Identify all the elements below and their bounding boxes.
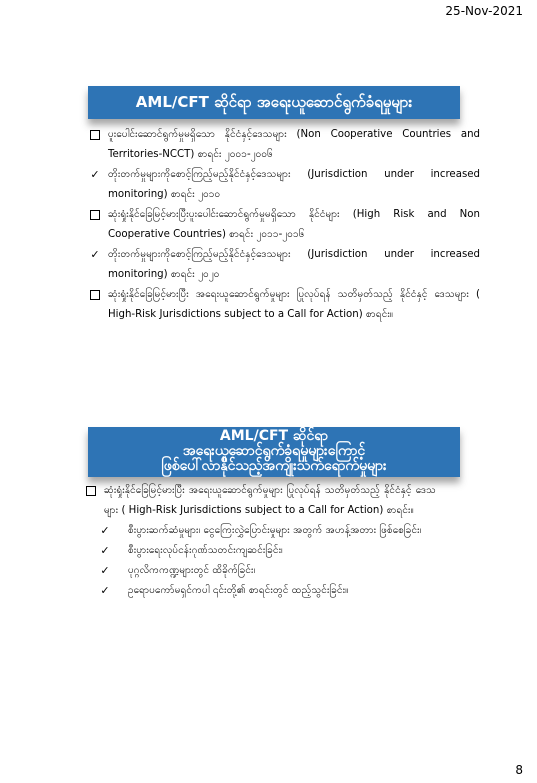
slide-title-line: AML/CFT ဆိုင်ရာ	[219, 428, 329, 444]
square-bullet-icon	[86, 486, 96, 496]
sub-list-item	[84, 541, 436, 561]
list-item-text: ဆုံးရှုံးနိုင်ခြေမြင့်မားပြီး အရေးယူဆောင်ရွက်မှုများ ပြုလုပ်ရန် သတိမှတ်သည့် နိုင်ငံနှင့် ဒေသများ ( High-Risk Jurisdictions subject to a Call for Action) စာရင်း။	[108, 289, 480, 320]
slide-title-banner	[88, 427, 460, 477]
square-bullet-icon	[90, 130, 100, 140]
list-item	[88, 125, 480, 165]
slide-title-line: ဖြစ်ပေါ်လာနိုင်သည့်အကျိုးသက်ရောက်မှုများ	[161, 458, 387, 474]
checkmark-icon: ✓	[100, 524, 110, 537]
slide-title-line: အရေးယူဆောင်ရွက်ခံရမှုများကြောင့်	[182, 443, 366, 459]
sub-list-item-text: စီးပွားဆက်ဆံမှုများ၊ ငွေကြေးလွှဲပြောင်းမှုများ အတွက် အဟန့်အတား ဖြစ်စေခြင်း၊	[128, 525, 422, 536]
sub-list-item	[84, 521, 436, 541]
list-item	[84, 481, 436, 521]
page-number: 8	[515, 763, 523, 777]
list-item	[88, 205, 480, 245]
checkmark-icon: ✓	[100, 564, 110, 577]
square-bullet-icon	[90, 210, 100, 220]
list-item-text: တိုးတက်မှုများကိုစောင့်ကြည့်မည့်နိုင်ငံနှင့်ဒေသများ (Jurisdiction under increased monitoring) စာရင်း ၂၀၁၀	[108, 169, 480, 200]
sub-list-item-text: ဥရောပကော်မရှင်ကပါ ၎င်းတို့၏ စာရင်းတွင် ထည့်သွင်းခြင်း။	[128, 585, 349, 596]
slide-sub-list	[84, 521, 436, 601]
sub-list-item-text: ပုဂ္ဂလိကကဏ္ဍများတွင် ထိခိုက်ခြင်း၊	[128, 565, 256, 576]
sub-list-item-text: စီးပွားရေးလုပ်ငန်းဂုဏ်သတင်းကျဆင်းခြင်း၊	[128, 545, 283, 556]
list-item	[88, 165, 480, 205]
slide-bullet-list	[88, 125, 480, 325]
list-item-text: ဆုံးရှုံးနိုင်ခြေမြင့်မားပြီးပူးပေါင်းဆောင်ရွက်မှုမရှိသော နိုင်ငံများ (High Risk and Non Cooperative Countries) စာရင်း ၂၀၁၁-၂၀၁၆	[108, 209, 480, 240]
sub-list-item	[84, 581, 436, 601]
list-item-text: ပူးပေါင်းဆောင်ရွက်မှုမရှိသော နိုင်ငံနှင့်ဒေသများ (Non Cooperative Countries and Territories-NCCT) စာရင်း ၂၀၀၁-၂၀၀၆	[108, 129, 480, 160]
slide-aml-cft-consequences	[88, 427, 460, 601]
slide-bullet-list	[84, 481, 436, 521]
checkmark-icon: ✓	[100, 544, 110, 557]
document-date: 25-Nov-2021	[445, 4, 523, 18]
slide-title: AML/CFT ဆိုင်ရာ အရေးယူဆောင်ရွက်ခံရမှုများ	[135, 93, 413, 111]
slide-title-banner	[88, 86, 460, 119]
checkmark-icon: ✓	[90, 168, 100, 181]
sub-list-item	[84, 561, 436, 581]
list-item	[88, 285, 480, 325]
checkmark-icon: ✓	[90, 248, 100, 261]
slide-aml-cft-actions	[88, 86, 480, 325]
square-bullet-icon	[90, 290, 100, 300]
list-item	[88, 245, 480, 285]
list-item-text: ဆုံးရှုံးနိုင်ခြေမြင့်မားပြီး အရေးယူဆောင်ရွက်မှုများ ပြုလုပ်ရန် သတိမှတ်သည့် နိုင်ငံနှင့် ဒေသများ ( High-Risk Jurisdictions subject to a Call for Action) စာရင်း။	[104, 485, 436, 516]
checkmark-icon: ✓	[100, 584, 110, 597]
list-item-text: တိုးတက်မှုများကိုစောင့်ကြည့်မည့်နိုင်ငံနှင့်ဒေသများ (Jurisdiction under increased monitoring) စာရင်း ၂၀၂၀	[108, 249, 480, 280]
